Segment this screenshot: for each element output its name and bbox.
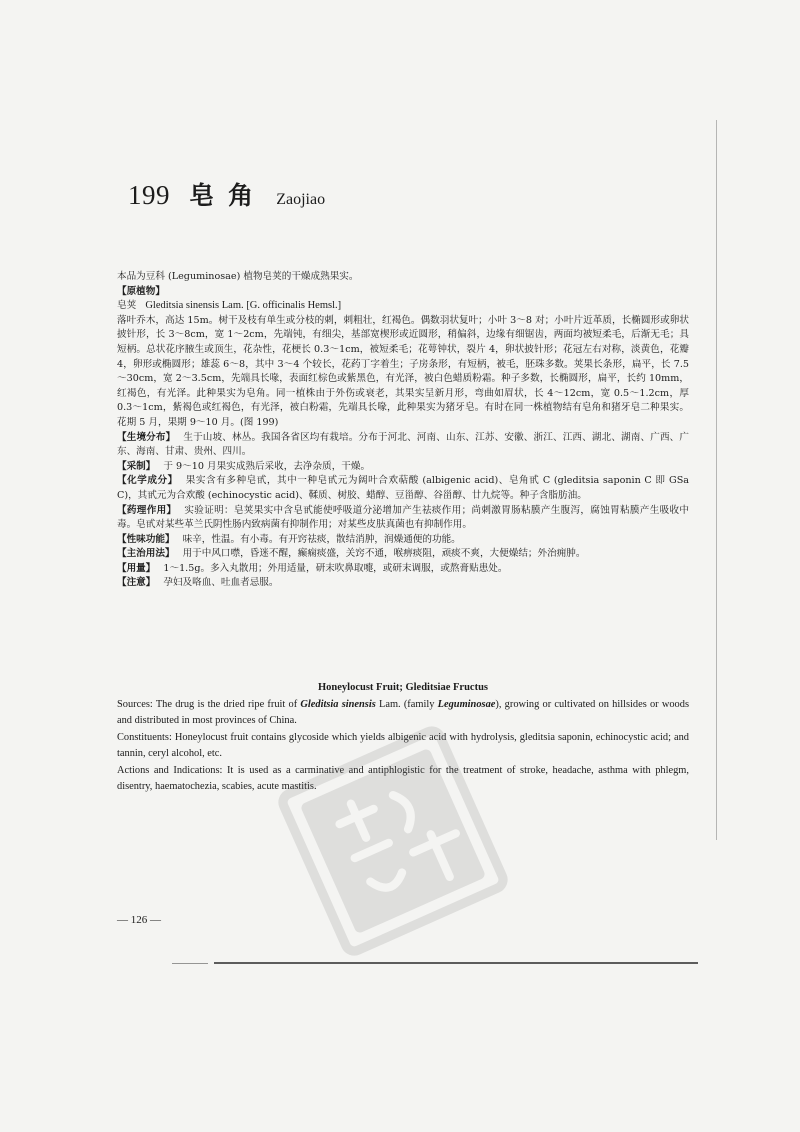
- section-habitat: [117, 431, 689, 460]
- sources-post: ), growing or cultivated on hillsides or woods and distributed in most provinces of China.: [117, 699, 689, 726]
- sources-label: Sources:: [117, 699, 153, 710]
- section-indications: [117, 547, 689, 562]
- plant-description: 落叶乔木，高达 15m。树干及枝有单生或分枝的刺，刺粗壮，红褐色。偶数羽状复叶；小叶 3～8 对；小叶片近革质，长椭圆形或卵状披针形，长 3～8cm，宽 1～2cm，先端钝，有细尖，基部宽楔形或近圆形，稍偏斜，边缘有细锯齿，两面均被短柔毛，后渐无毛；具短柄。总状花序腋生或顶生，花杂性，花梗长 0.3～1cm，被短柔毛；花萼钟状，裂片 4，卵状披针形；花冠左右对称，淡黄色，花瓣 4，卵形或椭圆形；雄蕊 6～8，其中 3～4 个较长，花药丁字着生；子房条形，有短柄，被毛，胚珠多数。荚果长条形，扁平，长 7.5～30cm，宽 2～3.5cm，先端具长喙，表面红棕色或紫黑色，有光泽，被白色蜡质粉霜。种子多数，长椭圆形，扁平，长约 10mm，红褐色，有光泽。此种果实为皂角。同一植株由于外伤或衰老，其果实呈新月形，弯曲如眉状，长 4～12cm，宽 0.5～1.2cm，厚 0.3～1cm，紫褐色或红褐色，有光泽，被白粉霜，先端具长喙，此种果实为猪牙皂。有时在同一株植物结有皂角和猪牙皂二种果实。花期 5 月，果期 9～10 月。(图 199): [117, 314, 689, 428]
- section-label: 【性味功能】: [117, 533, 175, 545]
- footer-rule: [214, 962, 698, 964]
- entry-heading: [128, 176, 325, 212]
- english-sources: [117, 697, 689, 729]
- constituents-label: Constituents:: [117, 732, 172, 743]
- section-collection: [117, 460, 689, 475]
- section-label: 【生境分布】: [117, 431, 176, 443]
- sources-species: Gleditsia sinensis: [300, 699, 376, 710]
- plant-name-chinese: 皂荚: [117, 300, 137, 312]
- section-text: 果实含有多种皂甙，其中一种皂甙元为阔叶合欢萜酸 (albigenic acid)、皂角甙 C (gleditsia saponin C 即 GSa C)，其甙元为合欢酸 (echinocystic acid)、鞣质、树胶、蜡醇、豆甾醇、谷甾醇、廿九烷等。种子含脂肪油。: [117, 475, 689, 501]
- sources-pre: The drug is the dried ripe fruit of: [155, 699, 298, 710]
- section-label: 【化学成分】: [117, 475, 178, 487]
- section-dosage: [117, 562, 689, 577]
- section-properties: [117, 533, 689, 548]
- entry-title-chinese: 皂角: [189, 181, 268, 210]
- section-label: 【主治用法】: [117, 548, 175, 560]
- sources-family: Leguminosae: [437, 699, 496, 710]
- english-title: Honeylocust Fruit; Gleditsiae Fructus: [317, 682, 489, 693]
- page-number: — 126 —: [117, 914, 161, 926]
- plant-name-latin: Gleditsia sinensis Lam. [G. officinalis Hemsl.]: [145, 300, 342, 312]
- constituents-text: Honeylocust fruit contains glycoside which yields albigenic acid with hydrolysis, gleditsia saponin, echinocystic acid; and tannin, ceryl alcohol, etc.: [117, 732, 689, 759]
- section-text: 孕妇及咯血、吐血者忌服。: [163, 577, 279, 589]
- english-text-body: [117, 697, 689, 796]
- english-actions: [117, 763, 689, 795]
- intro-paragraph: 本品为豆科 (Leguminosae) 植物皂荚的干燥成熟果实。: [117, 271, 359, 282]
- section-label: 【采制】: [117, 460, 156, 472]
- section-text: 实验证明：皂荚果实中含皂甙能使呼吸道分泌增加产生祛痰作用；尚刺激胃肠粘膜产生腹泻，腐蚀胃粘膜产生吸收中毒。皂甙对某些革兰氏阴性肠内致病菌有抑制作用；对某些皮肤真菌也有抑制作用。: [117, 504, 690, 531]
- section-text: 于 9～10 月果实成熟后采收，去净杂质，干燥。: [163, 460, 371, 472]
- section-text: 生于山坡、林丛。我国各省区均有栽培。分布于河北、河南、山东、江苏、安徽、浙江、江西、湖北、湖南、广西、广东、海南、甘肃、贵州、四川。: [117, 431, 689, 458]
- actions-label: Actions and Indications:: [117, 765, 223, 776]
- section-text: 1～1.5g。多入丸散用；外用适量，研末吹鼻取嚏，或研末调服，或熬膏贴患处。: [163, 562, 508, 574]
- binding-edge-line: [716, 120, 717, 840]
- plant-name-line: [117, 299, 689, 314]
- section-text: 用于中风口噤，昏迷不醒，癫痫痰盛，关窍不通，喉痹痰阻，顽痰不爽，大便燥结；外治痈肿。: [182, 548, 586, 560]
- chinese-text-body: [117, 270, 689, 591]
- section-caution: [117, 576, 689, 591]
- section-label: 【用量】: [117, 562, 156, 574]
- actions-text: It is used as a carminative and antiphlogistic for the treatment of stroke, headache, asthma with phlegm, disentry, haematochezia, scabies, acute mastitis.: [117, 765, 689, 792]
- sources-mid: Lam. (family: [379, 699, 435, 710]
- section-label: 【注意】: [117, 577, 156, 589]
- english-constituents: [117, 730, 689, 762]
- entry-number: 199: [128, 180, 170, 210]
- section-text: 味辛，性温。有小毒。有开窍祛痰，散结消肿，润燥通便的功能。: [182, 533, 461, 545]
- section-plant-heading: [117, 285, 689, 300]
- entry-title-pinyin: Zaojiao: [276, 191, 326, 208]
- section-label: 【药理作用】: [117, 504, 177, 516]
- section-chemistry: [117, 474, 689, 503]
- footer-rule-left: [172, 963, 208, 964]
- section-label: 【原植物】: [117, 285, 165, 297]
- section-pharmacology: [117, 504, 689, 533]
